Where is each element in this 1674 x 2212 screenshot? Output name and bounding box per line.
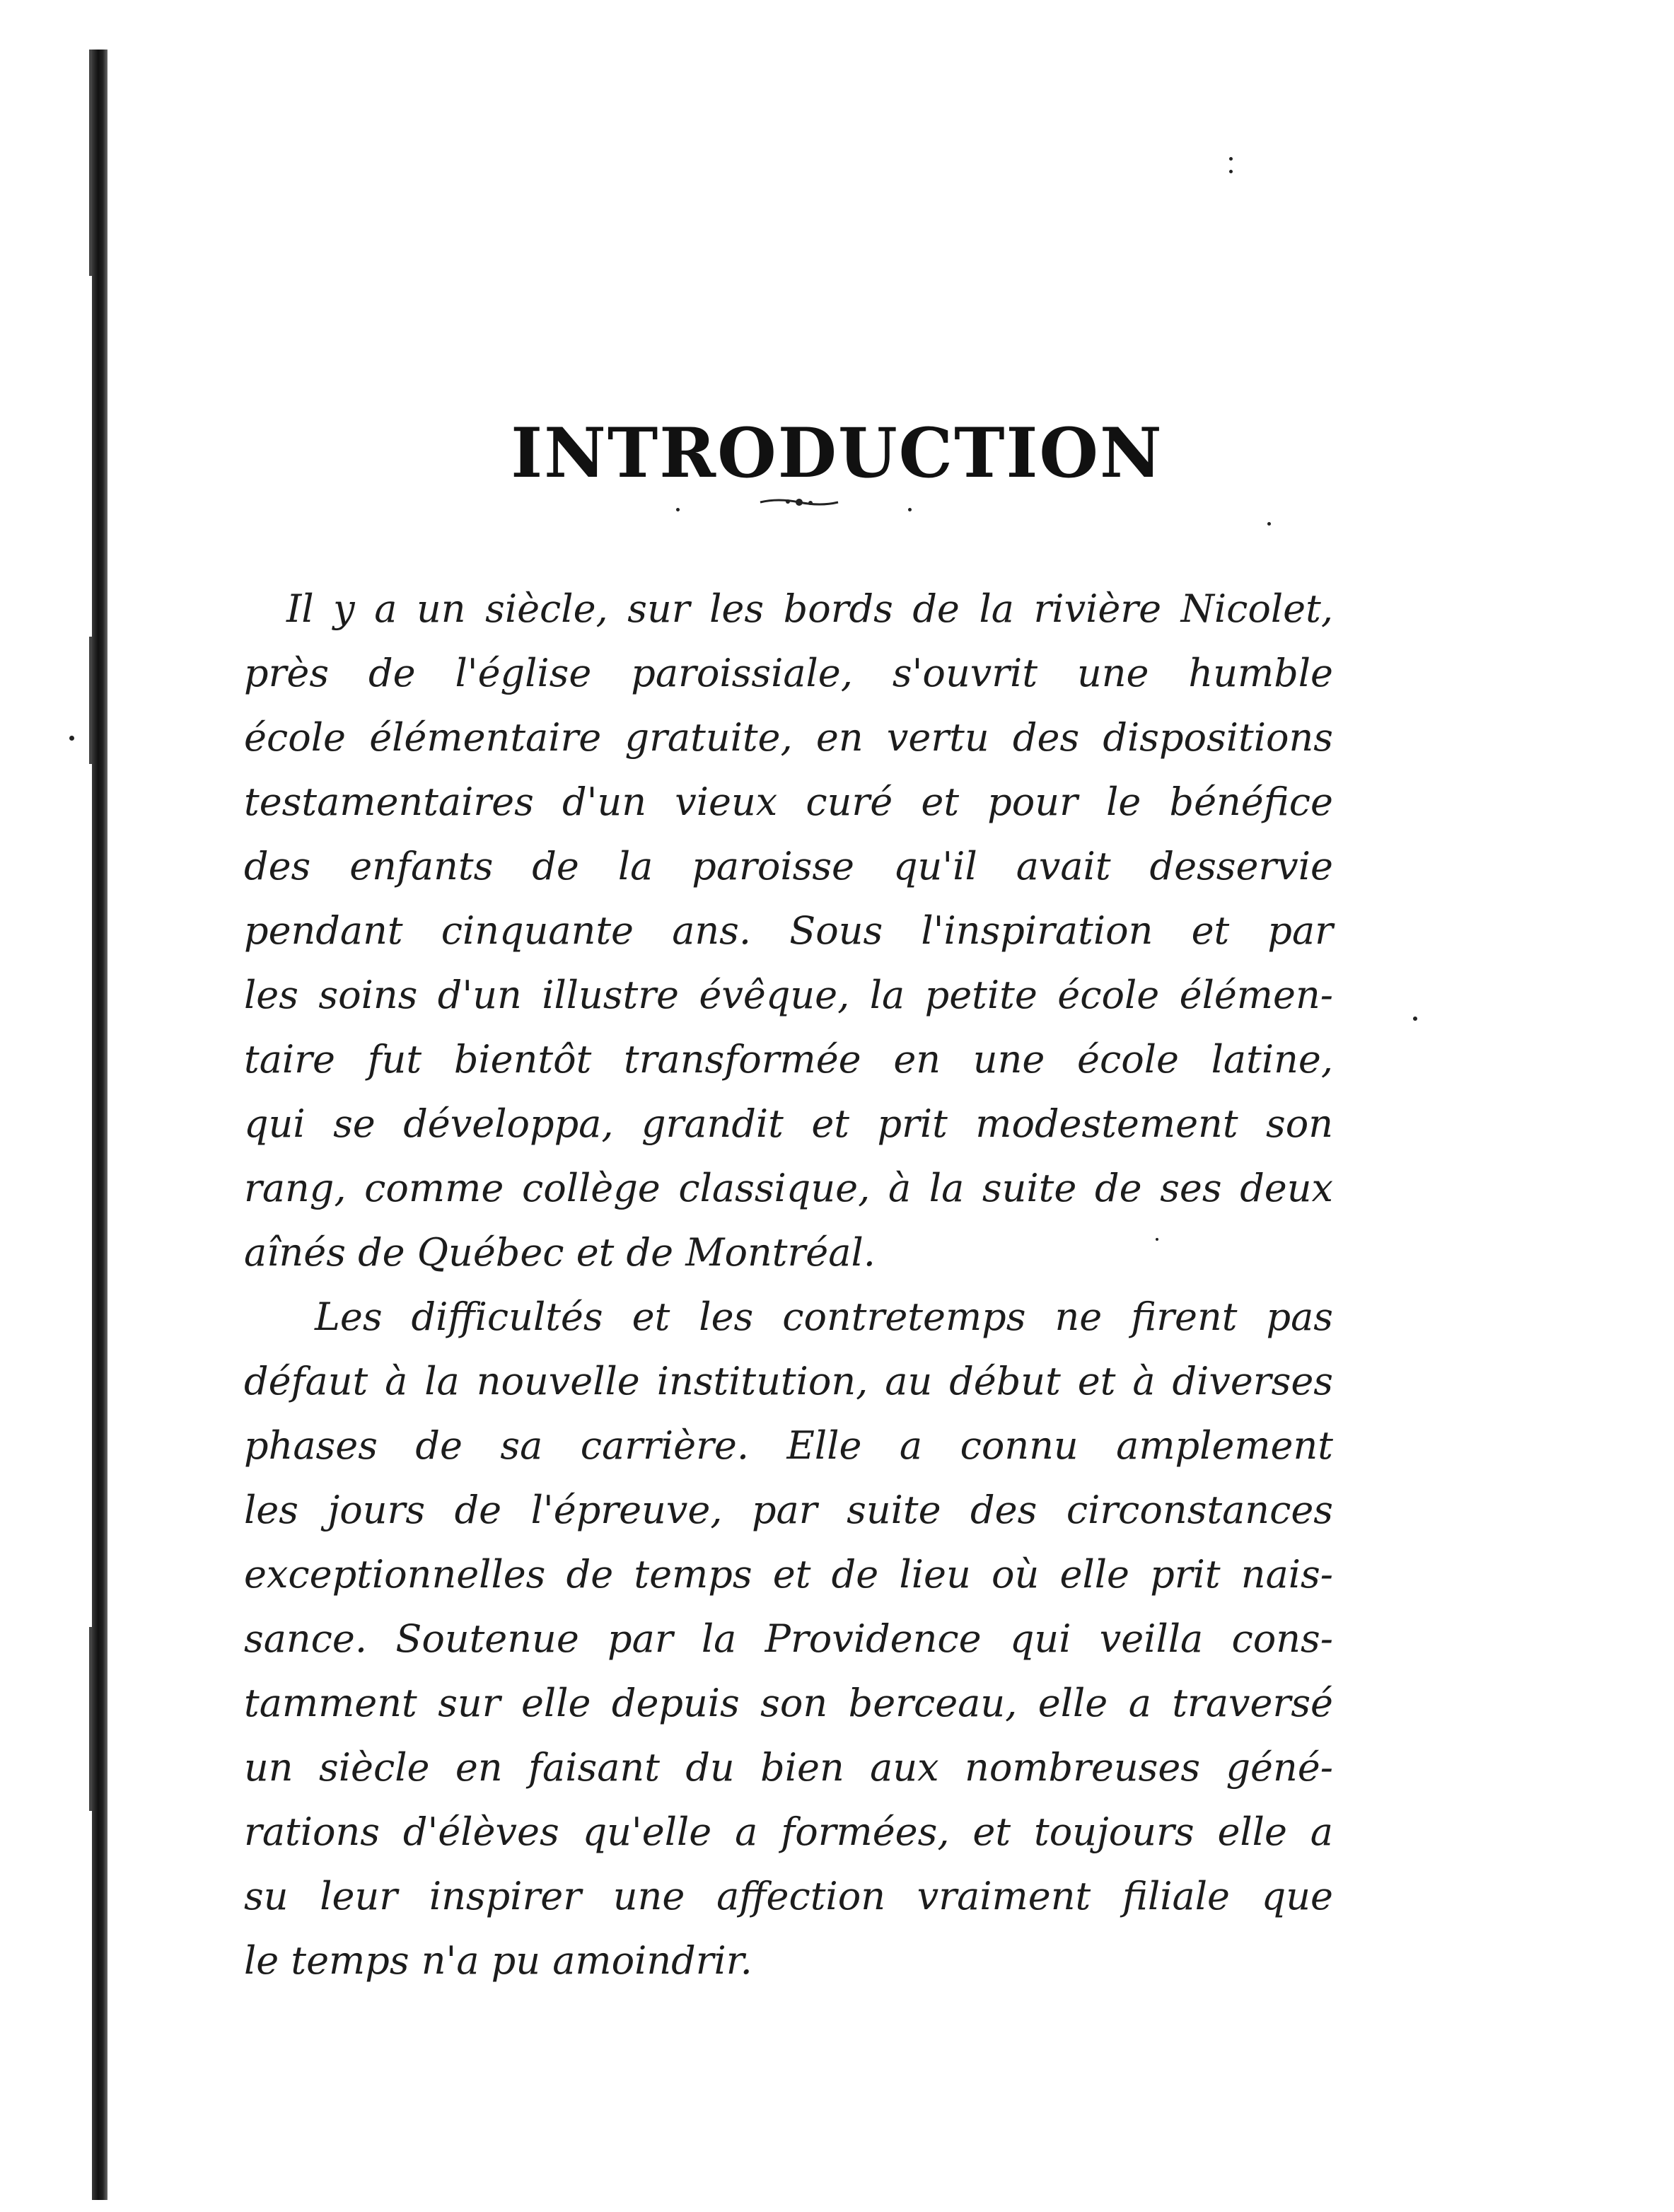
binding-edge bbox=[92, 50, 107, 2200]
text-line: rang, comme collège classique, à la suite de ses deux bbox=[244, 1166, 1333, 1210]
text-line: Il y a un siècle, sur les bords de la rivière Nicolet, bbox=[286, 586, 1333, 631]
text-line: pendant cinquante ans. Sous l'inspiration et par bbox=[244, 908, 1333, 953]
page-title: INTRODUCTION bbox=[511, 413, 1163, 494]
text-line: les soins d'un illustre évêque, la petite école élémen- bbox=[244, 973, 1333, 1017]
text-line: aînés de Québec et de Montréal. bbox=[244, 1230, 876, 1275]
scan-speck bbox=[1267, 522, 1271, 526]
text-line: rations d'élèves qu'elle a formées, et toujours elle a bbox=[244, 1809, 1333, 1854]
body-text bbox=[244, 577, 1333, 1993]
binding-edge-fragment bbox=[89, 50, 92, 276]
text-line: sance. Soutenue par la Providence qui veilla cons- bbox=[244, 1616, 1333, 1661]
text-line: les jours de l'épreuve, par suite des circonstances bbox=[244, 1488, 1333, 1532]
text-line: testamentaires d'un vieux curé et pour le bénéfice bbox=[244, 780, 1333, 824]
binding-edge-fragment bbox=[89, 1627, 92, 1811]
text-line: un siècle en faisant du bien aux nombreuses géné- bbox=[244, 1745, 1333, 1790]
text-line: phases de sa carrière. Elle a connu amplement bbox=[244, 1423, 1333, 1468]
text-line: qui se développa, grandit et prit modestement son bbox=[244, 1101, 1333, 1146]
text-line: tamment sur elle depuis son berceau, elle a traversé bbox=[244, 1681, 1333, 1725]
text-line: près de l'église paroissiale, s'ouvrit une humble bbox=[244, 651, 1333, 695]
text-line: exceptionnelles de temps et de lieu où elle prit nais- bbox=[244, 1552, 1333, 1597]
text-line: le temps n'a pu amoindrir. bbox=[244, 1938, 752, 1983]
title-ornament-icon bbox=[757, 495, 842, 509]
scan-speck bbox=[1413, 1017, 1417, 1021]
text-line: école élémentaire gratuite, en vertu des dispositions bbox=[244, 715, 1333, 760]
paragraph-2 bbox=[244, 1285, 1333, 1993]
text-line: des enfants de la paroisse qu'il avait desservie bbox=[244, 844, 1333, 888]
text-line: Les difficultés et les contretemps ne firent pas bbox=[315, 1295, 1333, 1339]
scan-speck bbox=[676, 508, 680, 511]
scan-speck bbox=[908, 508, 912, 511]
scan-speck bbox=[1229, 157, 1233, 161]
binding-edge-fragment bbox=[89, 637, 92, 764]
text-line: su leur inspirer une affection vraiment filiale que bbox=[244, 1874, 1333, 1918]
paragraph-1 bbox=[244, 577, 1333, 1285]
text-line: défaut à la nouvelle institution, au début et à diverses bbox=[244, 1359, 1333, 1403]
scan-speck bbox=[69, 736, 74, 741]
text-line: taire fut bientôt transformée en une école latine, bbox=[244, 1037, 1333, 1082]
scan-speck bbox=[1229, 170, 1233, 173]
